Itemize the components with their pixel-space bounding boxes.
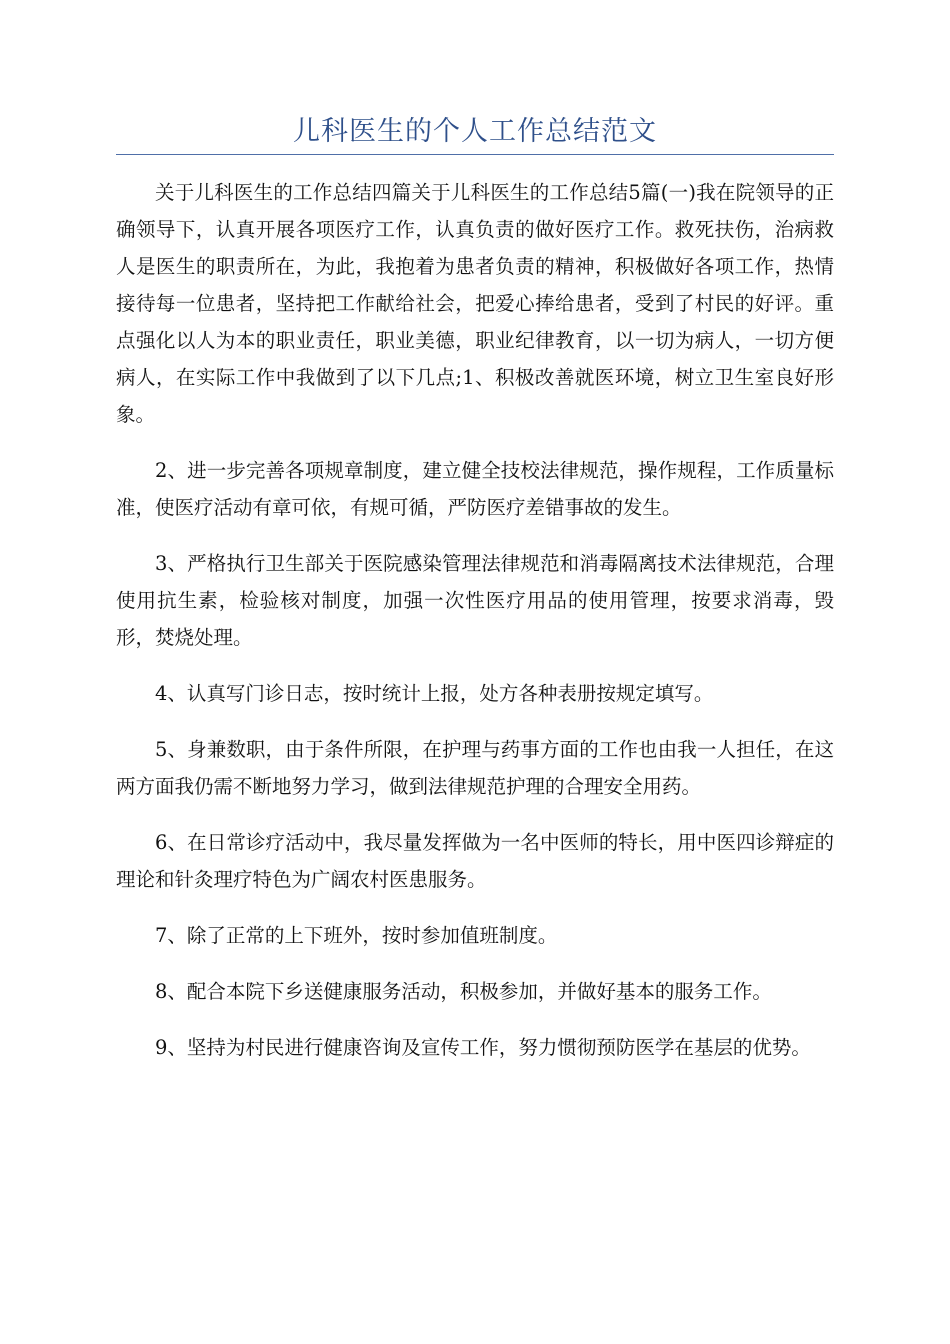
document-title: 儿科医生的个人工作总结范文 xyxy=(293,116,657,147)
title-underline xyxy=(116,154,834,155)
paragraph-item-7: 7、除了正常的上下班外，按时参加值班制度。 xyxy=(155,924,558,947)
paragraph-item-2: 2、进一步完善各项规章制度，建立健全技校法律规范，操作规程，工作质量标准，使医疗活动有章可依，有规可循，严防医疗差错事故的发生。 xyxy=(116,459,834,519)
paragraph-item-6: 6、在日常诊疗活动中，我尽量发挥做为一名中医师的特长，用中医四诊辩症的理论和针灸理疗特色为广阔农村医患服务。 xyxy=(116,831,834,891)
paragraph-item-9: 9、坚持为村民进行健康咨询及宣传工作，努力惯彻预防医学在基层的优势。 xyxy=(155,1036,811,1059)
paragraph-item-5: 5、身兼数职，由于条件所限，在护理与药事方面的工作也由我一人担任，在这两方面我仍需不断地努力学习，做到法律规范护理的合理安全用药。 xyxy=(116,738,834,798)
paragraph-item-3: 3、严格执行卫生部关于医院感染管理法律规范和消毒隔离技术法律规范，合理使用抗生素，检验核对制度，加强一次性医疗用品的使用管理，按要求消毒，毁形，焚烧处理。 xyxy=(116,552,834,649)
paragraph-intro: 关于儿科医生的工作总结四篇关于儿科医生的工作总结5篇(一)我在院领导的正确领导下，认真开展各项医疗工作，认真负责的做好医疗工作。救死扶伤，治病救人是医生的职责所在，为此，我抱着为患者负责的精神，积极做好各项工作，热情接待每一位患者，坚持把工作献给社会，把爱心捧给患者，受到了村民的好评。重点强化以人为本的职业责任，职业美德，职业纪律教育，以一切为病人，一切方便病人，在实际工作中我做到了以下几点;1、积极改善就医环境，树立卫生室良好形象。 xyxy=(116,181,834,426)
paragraph-item-8: 8、配合本院下乡送健康服务活动，积极参加，并做好基本的服务工作。 xyxy=(155,980,772,1003)
paragraph-item-4: 4、认真写门诊日志，按时统计上报，处方各种表册按规定填写。 xyxy=(155,682,714,705)
document-body xyxy=(116,174,834,1085)
